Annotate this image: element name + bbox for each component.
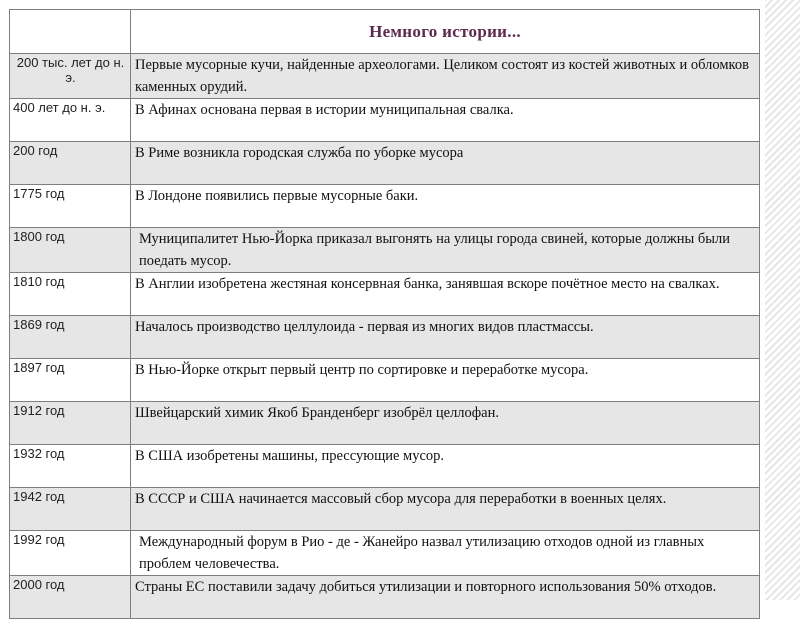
table-row <box>10 316 760 359</box>
table-row <box>10 142 760 185</box>
table-row <box>10 445 760 488</box>
event-cell: В Риме возникла городская служба по уборке мусора <box>131 142 760 185</box>
year-cell: 1869 год <box>10 316 131 359</box>
event-cell: Первые мусорные кучи, найденные археологами. Целиком состоят из костей животных и обломков каменных орудий. <box>131 54 760 99</box>
event-cell: Швейцарский химик Якоб Бранденберг изобрёл целлофан. <box>131 402 760 445</box>
table-row <box>10 488 760 531</box>
event-cell: В Лондоне появились первые мусорные баки. <box>131 185 760 228</box>
table-row <box>10 576 760 619</box>
year-cell: 1775 год <box>10 185 131 228</box>
table-row <box>10 359 760 402</box>
event-cell: В Нью-Йорке открыт первый центр по сортировке и переработке мусора. <box>131 359 760 402</box>
table-row <box>10 54 760 99</box>
year-cell: 400 лет до н. э. <box>10 99 131 142</box>
table-row <box>10 228 760 273</box>
table-row <box>10 99 760 142</box>
table-row <box>10 273 760 316</box>
year-cell: 1942 год <box>10 488 131 531</box>
history-table <box>9 9 760 619</box>
table-header-row <box>10 10 760 54</box>
header-empty-cell <box>10 10 131 54</box>
table-row <box>10 402 760 445</box>
year-cell: 1992 год <box>10 531 131 576</box>
year-cell: 1800 год <box>10 228 131 273</box>
event-cell: В США изобретены машины, прессующие мусор. <box>131 445 760 488</box>
event-cell: Началось производство целлулоида - первая из многих видов пластмассы. <box>131 316 760 359</box>
year-cell: 200 тыс. лет до н. э. <box>10 54 131 99</box>
event-cell: Международный форум в Рио - де - Жанейро назвал утилизацию отходов одной из главных проблем человечества. <box>131 531 760 576</box>
table-row <box>10 185 760 228</box>
event-cell: В Афинах основана первая в истории муниципальная свалка. <box>131 99 760 142</box>
year-cell: 1897 год <box>10 359 131 402</box>
table-row <box>10 531 760 576</box>
year-cell: 1912 год <box>10 402 131 445</box>
event-cell: В Англии изобретена жестяная консервная банка, занявшая вскоре почётное место на свалках. <box>131 273 760 316</box>
year-cell: 200 год <box>10 142 131 185</box>
year-cell: 1810 год <box>10 273 131 316</box>
event-cell: В СССР и США начинается массовый сбор мусора для переработки в военных целях. <box>131 488 760 531</box>
table-title: Немного истории... <box>131 10 760 54</box>
event-cell: Страны ЕС поставили задачу добиться утилизации и повторного использования 50% отходов. <box>131 576 760 619</box>
year-cell: 2000 год <box>10 576 131 619</box>
event-cell: Муниципалитет Нью-Йорка приказал выгонять на улицы города свиней, которые должны были поедать мусор. <box>131 228 760 273</box>
year-cell: 1932 год <box>10 445 131 488</box>
